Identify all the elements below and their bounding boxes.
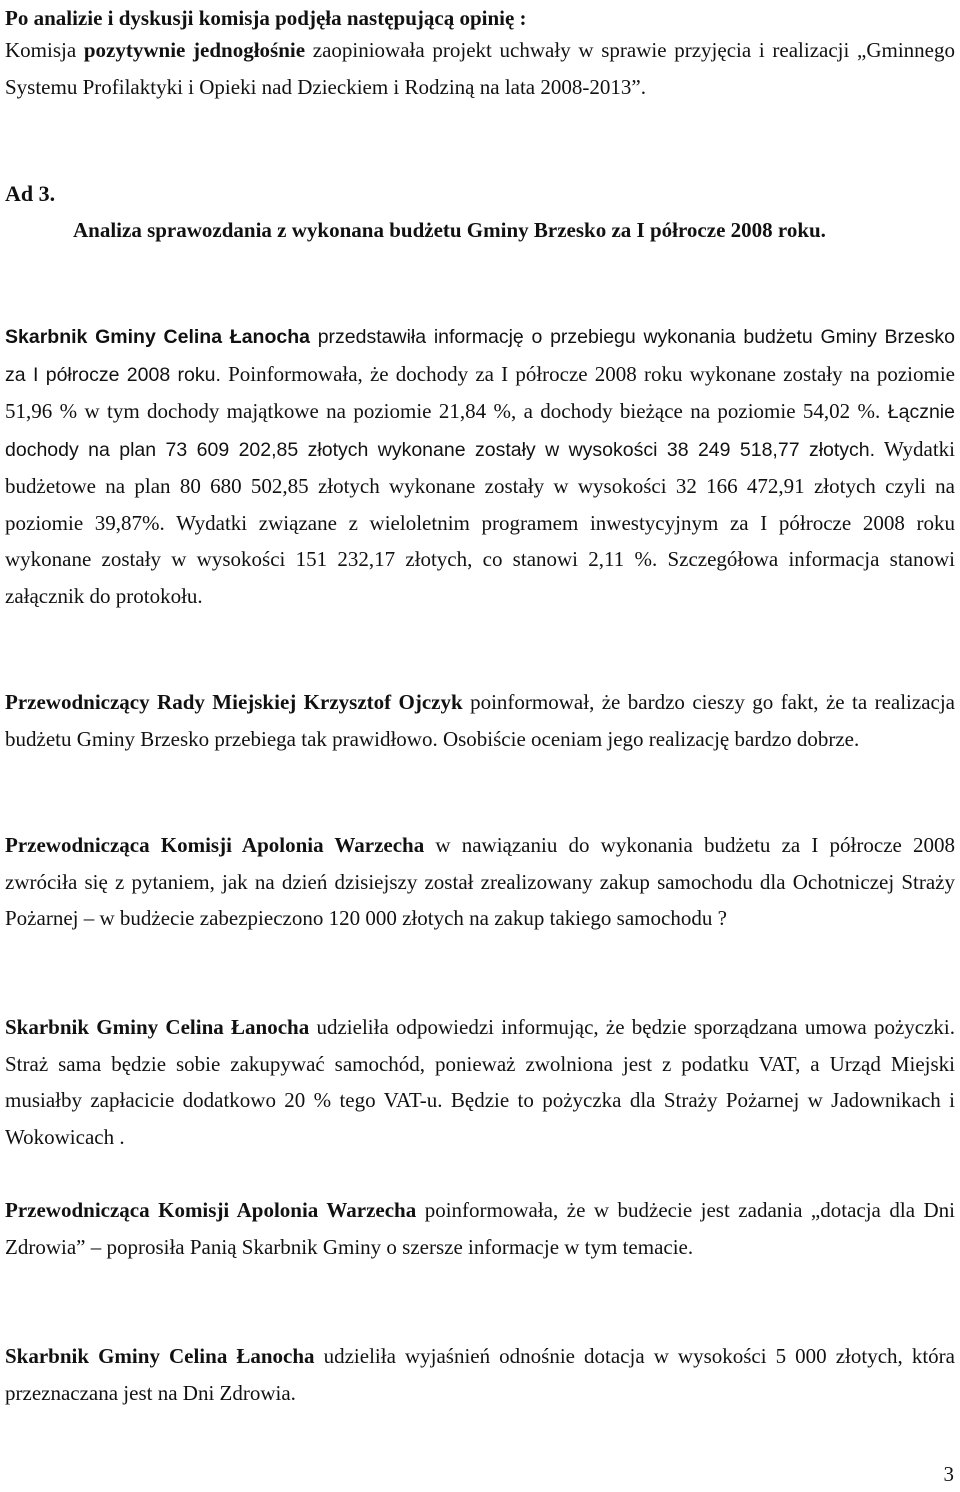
page-number: 3 — [943, 1462, 954, 1486]
section-text: w nawiązaniu do wykonania budżetu za I półrocze 2008 zwróciła się z pytaniem, jak na dzień dzisiejszy został zrealizowany zakup samochodu dla Ochotniczej Straży Pożarnej – w budżecie zabezpieczono 120 000 złotych na zakup takiego samochodu ? — [5, 833, 955, 930]
section-committee-health-days — [5, 1192, 955, 1265]
section-text: udzieliła odpowiedzi informując, że będzie sporządzana umowa pożyczki. Straż sama będzie sobie zakupywać samochód, ponieważ zwolniona jest z podatku VAT, a Urząd Miejski musiałby zapłacicie dodatkowo 20 % tego VAT-u. Będzie to pożyczka dla Straży Pożarnej w Jadownikach i Wokowicach . — [5, 1015, 956, 1149]
agenda-number: Ad 3. — [5, 181, 56, 206]
opinion-text-1: Komisja — [5, 38, 84, 62]
agenda-title: Analiza sprawozdania z wykonana budżetu Gminy Brzesko za I półrocze 2008 roku. — [73, 218, 826, 242]
speaker-name: Skarbnik Gminy Celina Łanocha — [5, 1015, 310, 1039]
opinion-text-2: zaopiniowała projekt uchwały w sprawie przyjęcia i realizacji „Gminnego Systemu Profilaktyki i Opieki nad Dzieckiem i Rodziną na lata 2008-2013”. — [5, 38, 955, 99]
section-treasurer-answer — [5, 1009, 955, 1155]
section-text: przedstawiła informację o przebiegu wykonania budżetu Gminy Brzesko za I półrocze 2008 roku. — [5, 326, 955, 386]
section-treasurer-report — [5, 318, 955, 614]
section-text: Wydatki związane z wieloletnim programem inwestycyjnym za I półrocze 2008 roku wykonane zostały w wysokości 151 232,17 złotych, co stanowi 2,11 %. Szczegółowa informacja stanowi załącznik do protokołu. — [5, 510, 956, 608]
section-chairman-opinion — [5, 684, 955, 757]
section-treasurer-explanation — [5, 1338, 955, 1411]
speaker-name: Skarbnik Gminy Celina Łanocha — [5, 326, 310, 348]
section-committee-question — [5, 827, 955, 937]
opinion-heading: Po analizie i dyskusji komisja podjęła następującą opinię : — [5, 6, 527, 30]
opinion-bold: pozytywnie jednogłośnie — [83, 38, 306, 62]
speaker-name: Przewodnicząca Komisji Apolonia Warzecha — [5, 1198, 417, 1222]
speaker-name: Przewodnicząca Komisji Apolonia Warzecha — [5, 833, 425, 857]
speaker-name: Skarbnik Gminy Celina Łanocha — [5, 1344, 315, 1368]
speaker-name: Przewodniczący Rady Miejskiej Krzysztof Ojczyk — [5, 690, 463, 714]
section-text: Poinformowała, że dochody za I półrocze 2008 roku wykonane zostały na poziomie 51,96 % w tym dochody majątkowe na poziomie 21,84 %, a dochody bieżące na poziomie 54,02 %. — [5, 361, 955, 423]
section-text: poinformował, że bardzo cieszy go fakt, że ta realizacja budżetu Gminy Brzesko przebiega tak prawidłowo. Osobiście oceniam jego realizację bardzo dobrze. — [5, 690, 955, 751]
section-text: poinformowała, że w budżecie jest zadania „dotacja dla Dni Zdrowia” – poprosiła Panią Skarbnik Gminy o szersze informacje w tym temacie. — [5, 1198, 956, 1259]
section-text: Łącznie dochody na plan 73 609 202,85 złotych wykonane zostały w wysokości 38 249 518,77 złotych. — [5, 401, 955, 461]
section-text: Wydatki budżetowe na plan 80 680 502,85 złotych wykonane zostały w wysokości 32 166 472,91 złotych czyli na poziomie 39,87%. — [5, 436, 955, 535]
section-text: udzieliła wyjaśnień odnośnie dotacja w wysokości 5 000 złotych, która przeznaczana jest na Dni Zdrowia. — [5, 1344, 955, 1405]
opinion-paragraph — [5, 32, 955, 105]
